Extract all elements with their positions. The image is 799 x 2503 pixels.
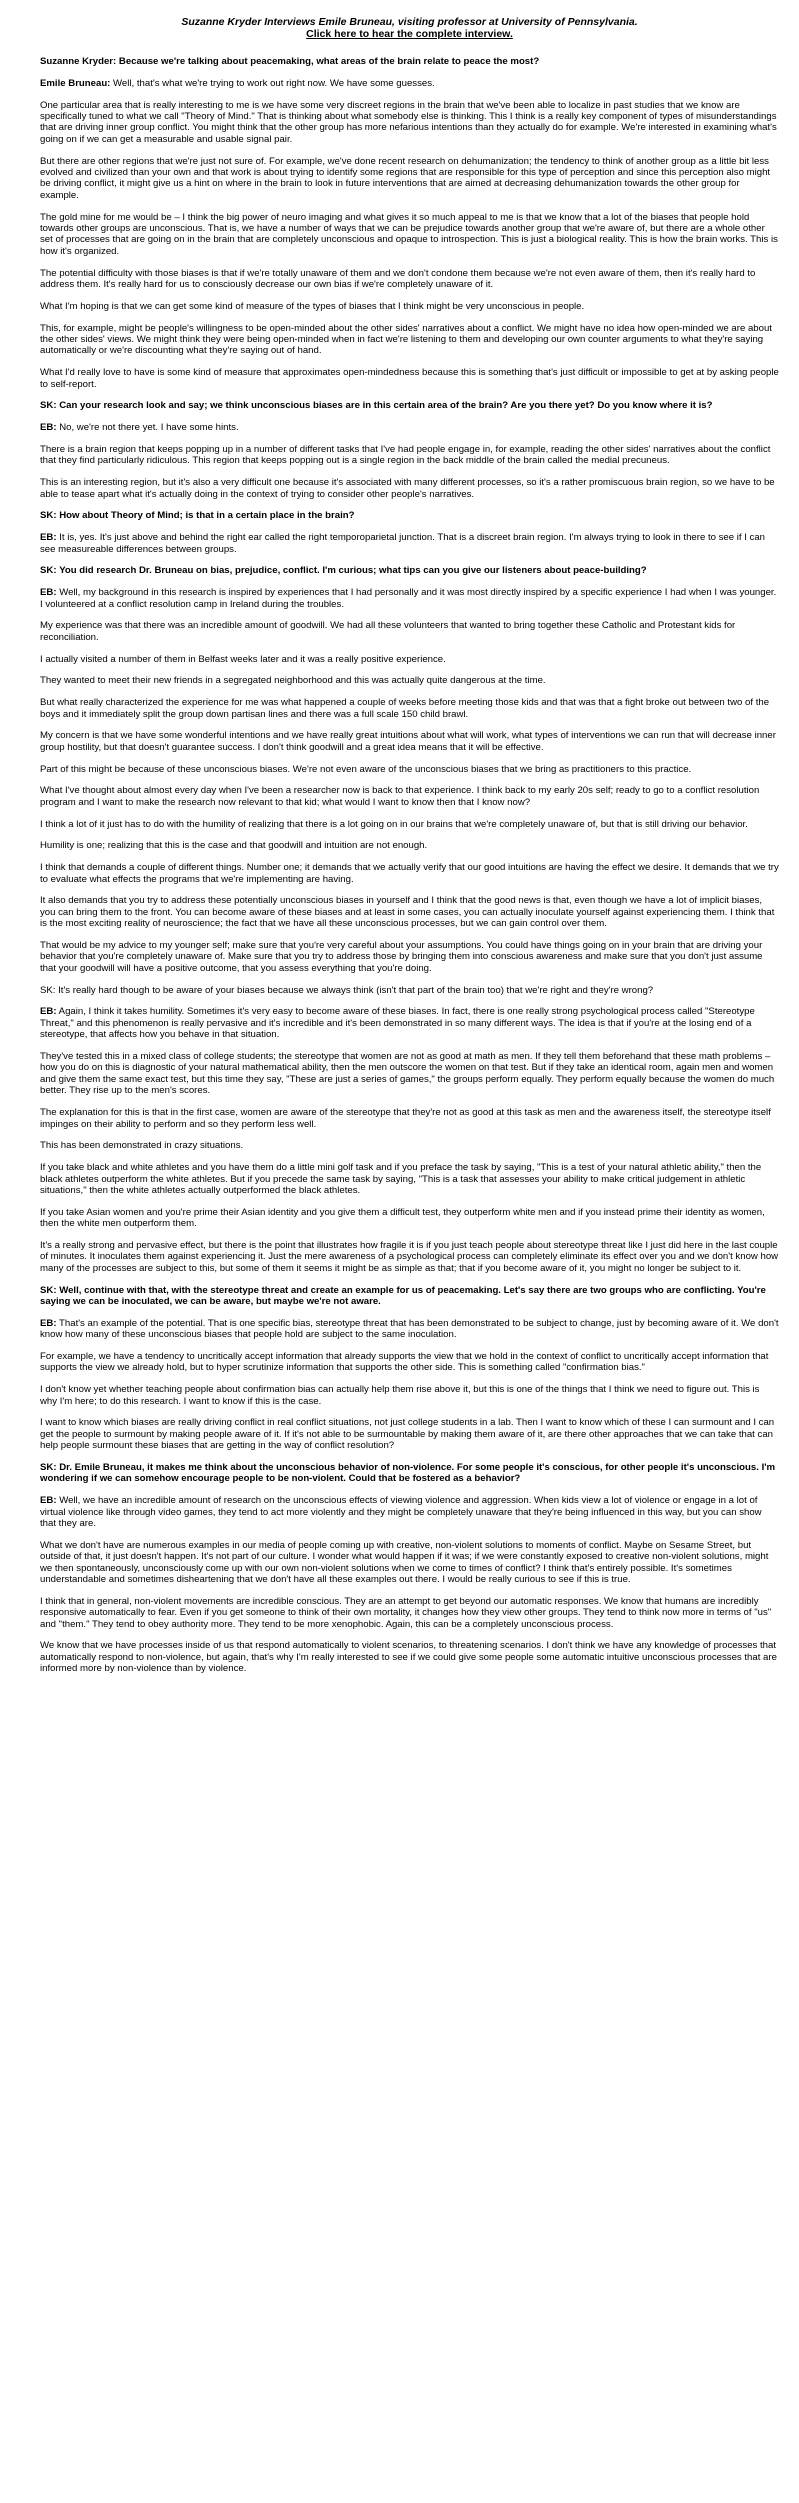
transcript-paragraph bbox=[40, 56, 779, 67]
transcript-paragraph bbox=[40, 895, 779, 929]
transcript-paragraph bbox=[40, 510, 779, 521]
transcript-paragraph bbox=[40, 620, 779, 643]
paragraph-text: It's really hard though to be aware of your biases because we always think (isn't that part of the brain too) that we're right and they're wrong? bbox=[58, 984, 654, 996]
transcript-paragraph bbox=[40, 1107, 779, 1130]
speaker-label: EB: bbox=[40, 587, 57, 599]
question-text: Can your research look and say; we think unconscious biases are in this certain area of the brain? Are you there yet? Do you know where it is? bbox=[59, 400, 713, 412]
paragraph-text: Well, we have an incredible amount of research on the unconscious effects of viewing violence and aggression. When kids view a lot of violence or engage in a lot of virtual violence like through video games, they tend to act more violently and they might be completely unaware that they're being influenced in this way, but you can show that they are. bbox=[40, 1495, 762, 1529]
paragraph-text: I actually visited a number of them in Belfast weeks later and it was a really positive experience. bbox=[40, 653, 446, 665]
paragraph-text: This, for example, might be people's willingness to be open-minded about the other sides' narratives about a conflict. We might have no idea how open-minded we are about the other sides' views. We might think they were being open-minded when in fact we're listening to them and developing our own counter arguments to what they're saying automatically or we're discounting what they're saying out of hand. bbox=[40, 322, 772, 357]
paragraph-text: The gold mine for me would be – I think the big power of neuro imaging and what gives it so much appeal to me is that we know that a lot of the biases that people hold towards other groups are unconscious. That is, we have a number of ways that we can be prejudice towards another group that we're aware of, but there are a whole other set of processes that are going on in the brain that are completely unconscious and opaque to introspection. This is just a biological reality. This is how the brain works. This is how it's organized. bbox=[40, 211, 778, 257]
paragraph-text: My concern is that we have some wonderful intentions and we have really great intuitions about what will work, what types of interventions we can run that will decrease inner group hostility, but that doesn't guarantee success. I don't think goodwill and a great idea means that it will be effective. bbox=[40, 730, 776, 753]
paragraph-text: Well, my background in this research is inspired by experiences that I had personally and it was most directly inspired by a specific experience I had when I was younger. I volunteered at a conflict resolution camp in Ireland during the troubles. bbox=[40, 587, 777, 610]
speaker-label: EB: bbox=[40, 1006, 57, 1018]
paragraph-text: If you take Asian women and you're prime their Asian identity and you give them a difficult test, they outperform white men and if you instead prime their identity as women, then the white men outperform them. bbox=[40, 1206, 765, 1230]
paragraph-text: There is a brain region that keeps popping up in a number of different tasks that I've had people engage in, for example, reading the other sides' narratives about the conflict that they find particularly ridiculous. This region that keeps popping out is a single region in the back middle of the brain called the medial precuneus. bbox=[40, 444, 771, 467]
transcript-paragraph bbox=[40, 819, 779, 830]
paragraph-text: Part of this might be because of these unconscious biases. We're not even aware of the unconscious biases that we bring as practitioners to this practice. bbox=[40, 763, 692, 775]
paragraph-text: For example, we have a tendency to uncritically accept information that already supports the view that we hold in the context of conflict to uncritically accept information that supports the view we already hold, but to hyper scrutinize information that supports the other side. This is something called "confirmation bias." bbox=[40, 1350, 769, 1374]
transcript-paragraph bbox=[40, 1285, 779, 1308]
transcript-paragraph bbox=[40, 1162, 779, 1196]
paragraph-text: If you take black and white athletes and you have them do a little mini golf task and if you preface the task by saying, "This is a test of your natural athletic ability," then the black athletes outperform the white athletes. But if you precede the same task by saying, "This is a task that assesses your ability to make critical judgement in athletic situations," then the white athletes actually outperformed the black athletes. bbox=[40, 1162, 762, 1196]
question-text: You did research Dr. Bruneau on bias, prejudice, conflict. I'm curious; what tips can you give our listeners about peace-building? bbox=[59, 565, 647, 577]
transcript-paragraph bbox=[40, 268, 779, 291]
transcript-paragraph bbox=[40, 301, 779, 312]
question-text: Because we're talking about peacemaking, what areas of the brain relate to peace the most? bbox=[118, 56, 540, 67]
transcript-paragraph bbox=[40, 675, 779, 686]
transcript-paragraph bbox=[40, 100, 779, 146]
transcript-paragraph bbox=[40, 785, 779, 808]
transcript-paragraph bbox=[40, 587, 779, 610]
paragraph-text: But there are other regions that we're just not sure of. For example, we've done recent research on dehumanization; the tendency to think of another group as a little bit less evolved and civilized than your own and that work is about trying to identify some regions that are responsible for this type of perception and since this perception also might be driving conflict, it might give us a hint on where in the brain to look in future interventions that are aimed at decreasing dehumanization towards the other group for example. bbox=[40, 155, 771, 201]
transcript-paragraph bbox=[40, 1596, 779, 1630]
paragraph-text: This is an interesting region, but it's also a very difficult one because it's associated with many different processes, so it's a rather promiscuous brain region, so we have to be able to tease apart what it's actually doing in the context of trying to consider other people's narratives. bbox=[40, 477, 775, 500]
transcript-paragraph bbox=[40, 1140, 779, 1151]
paragraph-text: One particular area that is really interesting to me is we have some very discreet regions in the brain that we've been able to localize in past studies that we know are specifically tuned to what we call "Theory of Mind." That is thinking about what somebody else is thinking. This I think is a really key component of types of misunderstandings that are driving inner group conflict. You might think that the other group has more nefarious intentions than they actually do for example. We're interested in examining what's going on if we can get a measurable and usable signal pair. bbox=[40, 99, 777, 145]
transcript-paragraph bbox=[40, 697, 779, 720]
speaker-label: SK: bbox=[40, 1461, 57, 1473]
transcript-paragraph bbox=[40, 444, 779, 467]
transcript-paragraph bbox=[40, 1640, 779, 1674]
transcript-paragraph bbox=[40, 1006, 779, 1040]
transcript-paragraph bbox=[40, 1462, 779, 1485]
transcript-paragraph bbox=[40, 940, 779, 974]
speaker-label: SK: bbox=[40, 565, 57, 577]
transcript-paragraph bbox=[40, 78, 779, 89]
paragraph-text: This has been demonstrated in crazy situations. bbox=[40, 1140, 244, 1152]
paragraph-text: That would be my advice to my younger self; make sure that you're very careful about your assumptions. You could have things going on in your brain that are driving your behavior that you're completely unaware of. Make sure that you try to address those by bringing them into conscious awareness and make sure that you don't just assume that your goodwill will have a positive outcome, that you assess everything that you're doing. bbox=[40, 940, 763, 974]
interview-transcript bbox=[40, 56, 779, 1675]
transcript-paragraph bbox=[40, 862, 779, 885]
question-text: Well, continue with that, with the stereotype threat and create an example for us of peacemaking. Let's say there are two groups who are conflicting. You're saying we can be inoculated, we can be aware, but maybe we're not aware. bbox=[40, 1284, 766, 1307]
paragraph-text: No, we're not there yet. I have some hints. bbox=[59, 422, 239, 434]
transcript-paragraph bbox=[40, 1351, 779, 1374]
paragraph-text: That's an example of the potential. That is one specific bias, stereotype threat that has been demonstrated to be subject to change, just by becoming aware of it. We don't know how many of these unconscious biases that people hold are subject to the same inoculation. bbox=[40, 1317, 779, 1341]
transcript-paragraph bbox=[40, 565, 779, 576]
transcript-paragraph bbox=[40, 367, 779, 390]
transcript-paragraph bbox=[40, 400, 779, 411]
transcript-paragraph bbox=[40, 764, 779, 775]
speaker-label: SK: bbox=[40, 1284, 57, 1296]
paragraph-text: Well, that's what we're trying to work out right now. We have some guesses. bbox=[113, 77, 435, 89]
listen-link[interactable]: Click here to hear the complete interview. bbox=[306, 28, 513, 40]
transcript-paragraph bbox=[40, 1207, 779, 1230]
paragraph-text: It's a really strong and pervasive effect, but there is the point that illustrates how fragile it is if you just teach people about stereotype threat like I just did here in the last couple of minutes. It inoculates them against experiencing it. Just the mere awareness of a psychological process can completely eliminate its effect over you and we don't know how many of the processes are subject to this, but some of them it seems it might be as simple as that; that if you become aware of it, you might no longer be subject to it. bbox=[40, 1239, 779, 1274]
page-title: Suzanne Kryder Interviews Emile Bruneau, visiting professor at University of Pennsylvania. bbox=[181, 16, 638, 28]
speaker-label: EB: bbox=[40, 422, 57, 434]
transcript-paragraph bbox=[40, 654, 779, 665]
paragraph-text: What I'd really love to have is some kind of measure that approximates open-mindedness because this is something that's just difficult or impossible to get at by asking people to self-report. bbox=[40, 367, 779, 390]
paragraph-text: What I'm hoping is that we can get some kind of measure of the types of biases that I think might be very unconscious in people. bbox=[40, 300, 585, 312]
transcript-paragraph bbox=[40, 840, 779, 851]
paragraph-text: It is, yes. It's just above and behind the right ear called the right temporoparietal junction. That is a discreet brain region. I'm always trying to look in there to see if I can see measureable differences between groups. bbox=[40, 532, 766, 555]
speaker-label: Suzanne Kryder: bbox=[40, 56, 117, 67]
transcript-paragraph bbox=[40, 422, 779, 433]
transcript-paragraph bbox=[40, 1240, 779, 1274]
paragraph-text: I don't know yet whether teaching people about confirmation bias can actually help them rise above it, but this is one of the things that I think we need to figure out. This is why I'm here; to do this research. I want to know if this is the case. bbox=[40, 1384, 760, 1407]
paragraph-text: I think that demands a couple of different things. Number one; it demands that we actually verify that our good intuitions are having the effect we desire. It demands that we try to evaluate what effects the programs that we're implementing are having. bbox=[40, 862, 779, 885]
paragraph-text: My experience was that there was an incredible amount of goodwill. We had all these volunteers that wanted to bring together these Catholic and Protestant kids for reconciliation. bbox=[40, 620, 736, 643]
paragraph-text: The explanation for this is that in the first case, women are aware of the stereotype that they're not as good at this task as men and the awareness itself, the stereotype itself impinges on their ability to perform and so they perform less well. bbox=[40, 1107, 771, 1130]
paragraph-text: They wanted to meet their new friends in a segregated neighborhood and this was actually quite dangerous at the time. bbox=[40, 675, 546, 687]
paragraph-text: We know that we have processes inside of us that respond automatically to violent scenarios, to threatening scenarios. I don't think we have any knowledge of processes that automatically respond to non-violence, but again, that's why I'm really interested to see if we could give some people some automatic intuitive unconscious processes that are informed more by non-violence than by violence. bbox=[40, 1640, 777, 1675]
speaker-label: SK: bbox=[40, 510, 57, 522]
question-text: How about Theory of Mind; is that in a certain place in the brain? bbox=[59, 510, 355, 522]
paragraph-text: What I've thought about almost every day when I've been a researcher now is back to that experience. I think back to my early 20s self; ready to go to a conflict resolution program and I want to make the research now relevant to that kid; what would I want to know then that I know now? bbox=[40, 785, 760, 808]
transcript-paragraph bbox=[40, 477, 779, 500]
speaker-label: EB: bbox=[40, 532, 57, 544]
transcript-paragraph bbox=[40, 730, 779, 753]
paragraph-text: I want to know which biases are really driving conflict in real conflict situations, not just college students in a lab. Then I want to know which of these I can surmount and I can get the people to surmount by making people aware of it. If it's not able to be surmountable by making them aware of it, are there other approaches that we can take that can help people surmount these biases that are getting in the way of conflict resolution? bbox=[40, 1417, 775, 1452]
speaker-label: EB: bbox=[40, 1317, 57, 1329]
paragraph-text: They've tested this in a mixed class of college students; the stereotype that women are not as good at math as men. If they tell them beforehand that these math problems – how you do on this is diagnostic of your natural mathematical ability, then the men outscore the women on that test. But if they take an identical room, again men and women and give them the same exact test, but this time they say, "These are just a series of games," the groups perform equally. They perform equally because the women do much better. They rise up to the men's scores. bbox=[40, 1051, 775, 1097]
paragraph-text: But what really characterized the experience for me was what happened a couple of weeks before meeting those kids and that was that a fight broke out between two of the boys and it immediately split the group down partisan lines and there was a full scale 150 child brawl. bbox=[40, 697, 770, 720]
transcript-paragraph bbox=[40, 1495, 779, 1529]
speaker-label: Emile Bruneau: bbox=[40, 77, 111, 89]
transcript-paragraph bbox=[40, 532, 779, 555]
transcript-paragraph bbox=[40, 1051, 779, 1097]
paragraph-text: Again, I think it takes humility. Sometimes it's very easy to become aware of these biases. In fact, there is one really strong psychological process called "Stereotype Threat," and this phenomenon is really pervasive and it's incredible and it's been demonstrated in so many different ways. The idea is that if you're at the losing end of a stereotype, that affects how you behave in that situation. bbox=[40, 1006, 755, 1041]
transcript-paragraph bbox=[40, 985, 779, 996]
transcript-paragraph bbox=[40, 1417, 779, 1451]
paragraph-text: It also demands that you try to address these potentially unconscious biases in yourself and I think that the good news is that, even though we have a lot of implicit biases, you can bring them to the front. You can become aware of these biases and at least in some cases, you can actually inoculate yourself against experiencing them. I think that is the most exciting reality of neuroscience; the fact that we have all these unconscious processes, but we can gain control over them. bbox=[40, 895, 775, 930]
transcript-paragraph bbox=[40, 212, 779, 258]
transcript-paragraph bbox=[40, 1540, 779, 1586]
paragraph-text: Humility is one; realizing that this is the case and that goodwill and intuition are not enough. bbox=[40, 840, 428, 852]
transcript-paragraph bbox=[40, 1384, 779, 1407]
page-header bbox=[40, 16, 779, 40]
transcript-paragraph bbox=[40, 156, 779, 202]
paragraph-text: The potential difficulty with those biases is that if we're totally unaware of them and we don't condone them because we're not even aware of them, then it's really hard to address them. It's really hard for us to consciously decrease our own bias if we're completely unaware of it. bbox=[40, 267, 756, 291]
paragraph-text: I think a lot of it just has to do with the humility of realizing that there is a lot going on in our brains that we're completely unaware of, but that is still driving our behavior. bbox=[40, 818, 748, 830]
speaker-label: EB: bbox=[40, 1495, 57, 1507]
speaker-label: SK: bbox=[40, 400, 57, 412]
transcript-paragraph bbox=[40, 323, 779, 357]
question-text: Dr. Emile Bruneau, it makes me think about the unconscious behavior of non-violence. For some people it's conscious, for other people it's unconscious. I'm wondering if we can somehow encourage people to be non-violent. Could that be fostered as a behavior? bbox=[40, 1461, 776, 1485]
speaker-label: SK: bbox=[40, 984, 56, 996]
paragraph-text: I think that in general, non-violent movements are incredible conscious. They are an attempt to get beyond our automatic responses. We know that humans are incredibly responsive automatically to fear. Even if you get someone to think of their own mortality, it changes how they view other groups. They tend to think now more in terms of "us" and "them." They tend to obey authority more. They tend to be more xenophobic. Again, this can be a completely unconscious process. bbox=[40, 1595, 772, 1630]
transcript-paragraph bbox=[40, 1318, 779, 1341]
paragraph-text: What we don't have are numerous examples in our media of people coming up with creative, non-violent solutions to moments of conflict. Maybe on Sesame Street, but outside of that, it just doesn't happen. It's not part of our culture. I wonder what would happen if it was; if we were constantly exposed to creative non-violent solutions, might we then spontaneously, unconsciously come up with our own non-violent solutions when we come to times of conflict? I think that's entirely possible. It's sometimes understandable and sometimes disheartening that we don't have all these examples out there. I would be really curious to see if this is true. bbox=[40, 1539, 769, 1585]
